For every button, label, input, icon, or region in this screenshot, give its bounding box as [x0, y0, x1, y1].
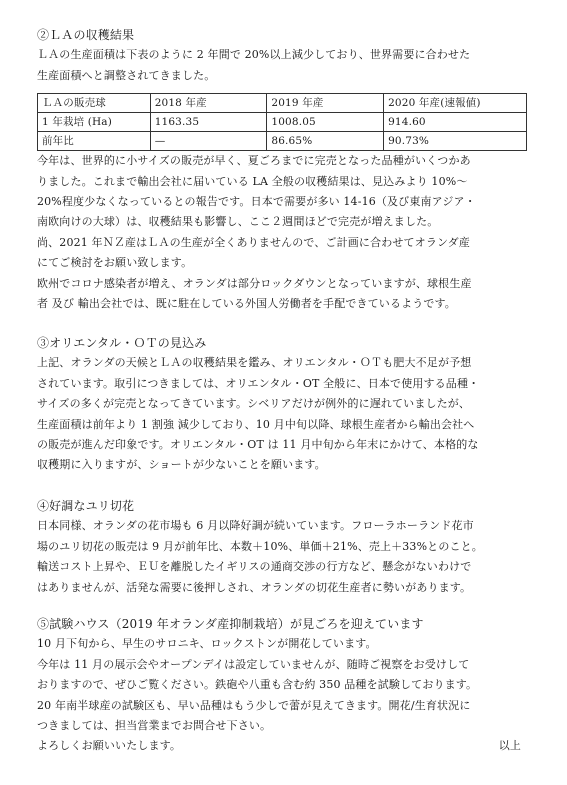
body-paragraph — [37, 516, 532, 598]
text-line: 日本同様、オランダの花市場も 6 月以降好調が続いています。フローラホーランド花市 — [37, 519, 474, 533]
table-row — [38, 132, 527, 151]
section-heading: ⑤試験ハウス（2019 年オランダ産抑制栽培）が見ごろを迎えています — [37, 617, 424, 631]
text-line: 者 及び 輸出会社では、既に駐在している外国人労働者を手配できているようです。 — [37, 296, 456, 310]
table-row — [38, 113, 527, 132]
text-line: りました。これまで輸出会社に届いている LA 全般の収穫結果は、見込みより 10%～ — [37, 174, 468, 188]
table-cell: 914.60 — [384, 113, 527, 132]
text-line: 南欧向けの大球）は、収穫結果も影響し、ここ２週間ほどで完売が増えました。 — [37, 215, 439, 229]
text-line: 20 年南半球産の試験区も、早い品種はもう少しで蕾が見えてきます。開花/生育状況に — [37, 698, 471, 712]
text-line: 場のユリ切花の販売は 9 月が前年比、本数＋10%、単価＋21%、売上＋33%とのこと。 — [37, 539, 483, 553]
body-paragraph — [37, 634, 532, 736]
text-line: はありませんが、活発な需要に後押しされ、オランダの切花生産者に勢いがあります。 — [37, 580, 472, 594]
table-header-cell: 2019 年産 — [267, 94, 384, 113]
section-heading: ②ＬＡの収穫結果 — [37, 28, 135, 42]
table-header-cell: 2020 年産(速報値) — [384, 94, 527, 113]
text-line: 生産面積へと調整されてきました。 — [37, 68, 216, 82]
text-line: 収穫期に入りますが、ショートが少ないことを願います。 — [37, 458, 326, 472]
text-line: つきましては、担当営業までお問合せ下さい。 — [37, 718, 272, 732]
section-trial-house — [37, 614, 532, 757]
table-header-row — [38, 94, 527, 113]
table-cell: — — [150, 132, 267, 151]
table-header-cell: ＬＡの販売球 — [38, 94, 151, 113]
section-lily-cut-flowers — [37, 496, 532, 598]
signoff-text: 以上 — [498, 739, 521, 753]
intro-paragraph — [37, 45, 532, 86]
table-cell: 86.65% — [267, 132, 384, 151]
text-line: おりますので、ぜひご覧ください。鉄砲や八重も含む約 350 品種を試験しております。 — [37, 678, 478, 692]
section-heading: ③オリエンタル・ＯＴの見込み — [37, 336, 207, 350]
text-line: 今年は 11 月の展示会やオープンデイは設定していませんが、随時ご視察をお受けして — [37, 657, 470, 671]
table-cell: 前年比 — [38, 132, 151, 151]
text-line: 10 月下旬から、早生のサロニキ、ロックストンが開花しています。 — [37, 637, 377, 651]
text-line: 上記、オランダの天候とＬＡの収穫結果を鑑み、オリエンタル・ＯＴも肥大不足が予想 — [37, 356, 472, 370]
text-line: サイズの多くが完売となってきています。シベリアだけが例外的に遅れていましたが、 — [37, 397, 471, 411]
table-cell: 90.73% — [384, 132, 527, 151]
text-line: 欧州でコロナ感染者が増え、オランダは部分ロックダウンとなっていますが、球根生産 — [37, 276, 472, 290]
table-cell: 1 年栽培 (Ha) — [38, 113, 151, 132]
closing-row — [37, 736, 521, 756]
table-cell: 1163.35 — [150, 113, 267, 132]
table-header-cell: 2018 年産 — [150, 94, 267, 113]
text-line: 尚、2021 年ＮＺ産はＬＡの生産が全くありませんので、ご計画に合わせてオランダ産 — [37, 235, 470, 249]
text-line: 生産面積は前年より 1 割強 減少しており、10 月中旬以降、球根生産者から輸出会社へ — [37, 417, 475, 431]
section-oriental-ot — [37, 333, 532, 476]
text-line: 20%程度少なくなっているとの報告です。日本で需要が多い 14-16（及び東南アジア・ — [37, 194, 476, 208]
closing-text: よろしくお願いいたします。 — [37, 739, 182, 753]
table-cell: 1008.05 — [267, 113, 384, 132]
body-paragraph — [37, 151, 532, 314]
body-paragraph — [37, 353, 532, 475]
production-area-table — [37, 93, 527, 151]
section-la-harvest — [37, 25, 532, 314]
text-line: ＬＡの生産面積は下表のように 2 年間で 20%以上減少しており、世界需要に合わせた — [37, 48, 471, 62]
text-line: 今年は、世界的に小サイズの販売が早く、夏ごろまでに完売となった品種がいくつかあ — [37, 154, 471, 168]
text-line: 輸送コスト上昇や、ＥＵを離脱したイギリスの通商交渉の行方など、懸念がないわけで — [37, 560, 472, 574]
text-line: の販売が進んだ印象です。オリエンタル・OT は 11 月中旬から年末にかけて、本格的な — [37, 437, 479, 451]
text-line: されています。取引につきましては、オリエンタル・OT 全般に、日本で使用する品種・ — [37, 376, 480, 390]
section-heading: ④好調なユリ切花 — [37, 499, 135, 513]
text-line: にてご検討をお願い致します。 — [37, 256, 193, 270]
